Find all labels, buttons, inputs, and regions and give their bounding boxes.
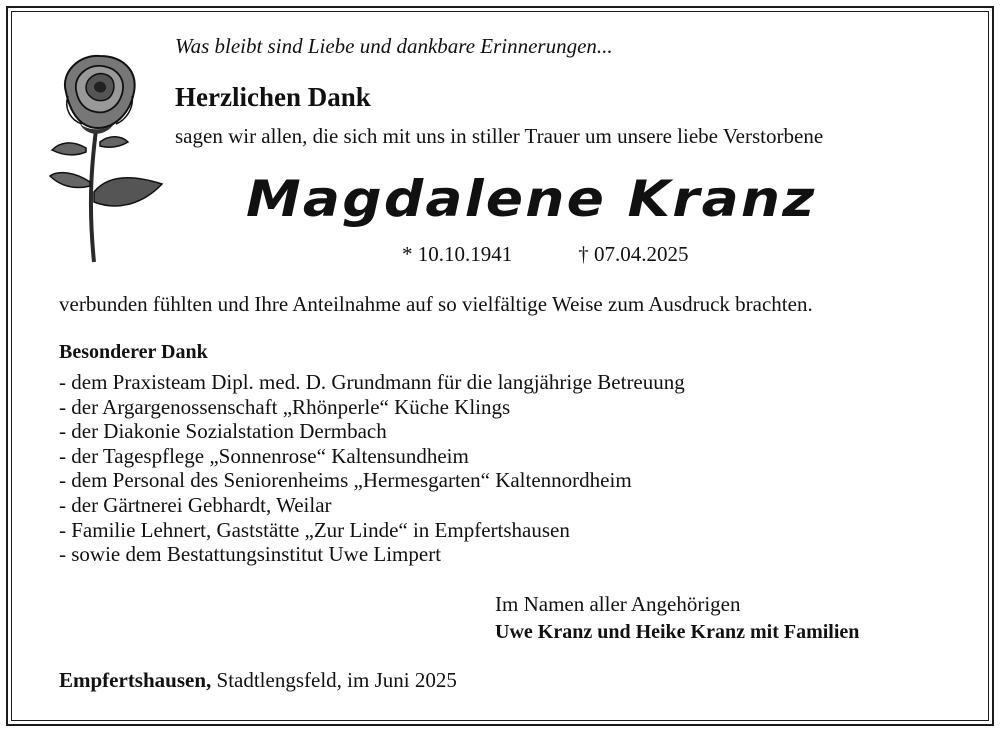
death-date: † 07.04.2025 xyxy=(578,242,689,266)
deceased-name: Magdalene Kranz xyxy=(246,170,817,228)
list-item: - sowie dem Bestattungsinstitut Uwe Limpert xyxy=(59,542,442,567)
heading-herzlichen-dank: Herzlichen Dank xyxy=(175,82,371,112)
place-primary: Empfertshausen, xyxy=(59,668,212,692)
place-date-line xyxy=(59,668,457,693)
list-item: - der Gärtnerei Gebhardt, Weilar xyxy=(59,492,332,517)
list-item: - der Diakonie Sozialstation Dermbach xyxy=(59,419,387,444)
motto: Was bleibt sind Liebe und dankbare Erinnerungen... xyxy=(175,34,613,58)
intro-text: sagen wir allen, die sich mit uns in stiller Trauer um unsere liebe Verstorbene xyxy=(175,124,824,148)
list-item: - der Tagespflege „Sonnenrose“ Kaltensundheim xyxy=(59,443,469,468)
life-dates xyxy=(402,242,689,267)
signature-intro: Im Namen aller Angehörigen xyxy=(495,592,741,616)
place-rest: Stadtlengsfeld, im Juni 2025 xyxy=(211,668,457,692)
list-item: - dem Personal des Seniorenheims „Hermesgarten“ Kaltennordheim xyxy=(59,468,632,493)
list-item: - Familie Lehnert, Gaststätte „Zur Linde“ in Empfertshausen xyxy=(59,517,570,542)
list-item: - dem Praxisteam Dipl. med. D. Grundmann für die langjährige Betreuung xyxy=(59,370,685,394)
rose-icon xyxy=(30,52,170,267)
special-thanks-heading: Besonderer Dank xyxy=(59,341,208,363)
signature-names: Uwe Kranz und Heike Kranz mit Familien xyxy=(495,621,860,643)
continuation-text: verbunden fühlten und Ihre Anteilnahme auf so vielfältige Weise zum Ausdruck brachten. xyxy=(59,292,813,316)
special-thanks-list xyxy=(59,370,685,567)
list-item: - der Argargenossenschaft „Rhönperle“ Küche Klings xyxy=(59,394,511,419)
birth-date: * 10.10.1941 xyxy=(402,242,513,266)
